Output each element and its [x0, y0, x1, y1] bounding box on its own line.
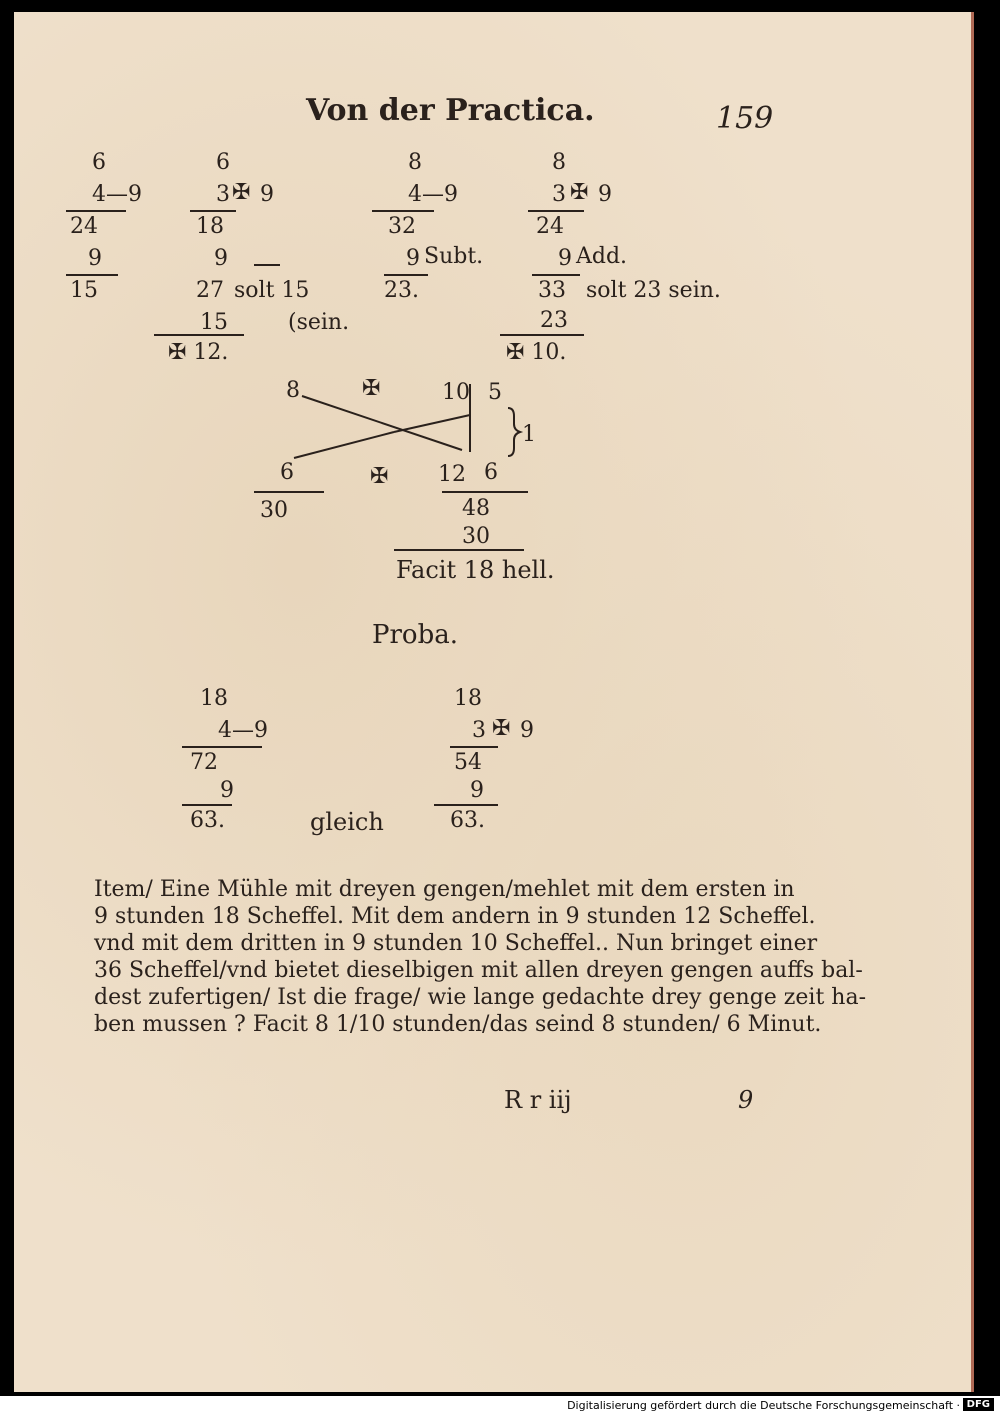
rule-line [450, 746, 498, 748]
plus-cross-icon: ✠ [570, 180, 589, 205]
calc-value: 6 [92, 150, 106, 175]
calc-value: 6 [216, 150, 230, 175]
calc-value: 72 [190, 750, 218, 775]
catchword: 9 [738, 1086, 754, 1114]
calc-value: 9 [260, 182, 274, 207]
running-head: Von der Practica. [306, 93, 595, 128]
cross-value: 8 [286, 378, 300, 403]
calc-value: 24 [70, 214, 98, 239]
paragraph-line: dest zufertigen/ Ist die frage/ wie lange gedachte drey genge zeit ha- [94, 985, 866, 1010]
calc-note: (sein. [288, 310, 350, 335]
cross-lines [14, 12, 974, 612]
rule-line [434, 804, 498, 806]
cross-value: 10 [442, 380, 470, 405]
footer-credit: Digitalisierung gefördert durch die Deutsche Forschungsgemeinschaft · [567, 1399, 960, 1412]
cross-value: 30 [462, 524, 490, 549]
cross-value: 48 [462, 496, 490, 521]
rule-line [182, 804, 232, 806]
calc-value: 15 [200, 310, 228, 335]
calc-value: 18 [196, 214, 224, 239]
calc-value: 15 [70, 278, 98, 303]
calc-value: 63. [190, 808, 225, 833]
plus-cross-icon: ✠ [362, 376, 381, 401]
cross-value: 1 [522, 422, 536, 447]
cross-value: 6 [484, 460, 498, 485]
plus-cross-icon: ✠ [232, 180, 251, 205]
paragraph-line: 9 stunden 18 Scheffel. Mit dem andern in 9 stunden 12 Scheffel. [94, 904, 816, 929]
calc-note: solt 15 [234, 278, 310, 303]
calc-value: 4—9 [408, 182, 458, 207]
calc-value: 23. [384, 278, 419, 303]
calc-value: 9 [220, 778, 234, 803]
calc-value: 8 [552, 150, 566, 175]
proba-equal-word: gleich [310, 808, 384, 836]
calc-value: 9 [406, 246, 420, 271]
brace-shape [508, 408, 520, 456]
paragraph-line: Item/ Eine Mühle mit dreyen gengen/mehlet mit dem ersten in [94, 877, 795, 902]
proba-heading: Proba. [372, 620, 458, 650]
dfg-logo: DFG [963, 1398, 994, 1411]
paragraph-line: ben mussen ? Facit 8 1/10 stunden/das seind 8 stunden/ 6 Minut. [94, 1012, 822, 1037]
calc-value: 23 [540, 308, 568, 333]
calc-value: 27 [196, 278, 224, 303]
calc-value: 3 [216, 182, 230, 207]
calc-value: 3 [552, 182, 566, 207]
plus-cross-icon: ✠ [370, 464, 389, 489]
calc-value: 18 [200, 686, 228, 711]
calc-value: 4—9 [92, 182, 142, 207]
cross-value: 5 [488, 380, 502, 405]
calc-note: Add. [576, 244, 628, 269]
calc-value: 9 [88, 246, 102, 271]
calc-value: 9 [598, 182, 612, 207]
calc-value: 24 [536, 214, 564, 239]
cross-value: 30 [260, 498, 288, 523]
cross-result: Facit 18 hell. [396, 556, 555, 584]
book-page [14, 12, 974, 1392]
calc-note: Subt. [424, 244, 484, 269]
calc-value: 33 [538, 278, 566, 303]
page-number: 159 [716, 101, 774, 136]
calc-value: 8 [408, 150, 422, 175]
problem-paragraph [94, 876, 866, 1038]
calc-value: 63. [450, 808, 485, 833]
signature-mark: R r iij [504, 1086, 572, 1114]
calc-value: 4—9 [218, 718, 268, 743]
cross-value: 12 [438, 462, 466, 487]
calc-value: 9 [470, 778, 484, 803]
calc-result: ✠ 10. [506, 340, 567, 365]
calc-value: 18 [454, 686, 482, 711]
paragraph-line: 36 Scheffel/vnd bietet dieselbigen mit allen dreyen gengen auffs bal- [94, 958, 863, 983]
calc-value: 9 [214, 246, 228, 271]
calc-note: solt 23 sein. [586, 278, 721, 303]
calc-value: 9 [558, 246, 572, 271]
cross-value: 6 [280, 460, 294, 485]
rule-line [182, 746, 262, 748]
calc-value: 9 [520, 718, 534, 743]
paragraph-line: vnd mit dem dritten in 9 stunden 10 Scheffel.. Nun bringet einer [94, 931, 818, 956]
calc-value: 3 [472, 718, 486, 743]
plus-cross-icon: ✠ [492, 716, 511, 741]
calc-value: 32 [388, 214, 416, 239]
calc-value: 54 [454, 750, 482, 775]
calc-result: ✠ 12. [168, 340, 229, 365]
